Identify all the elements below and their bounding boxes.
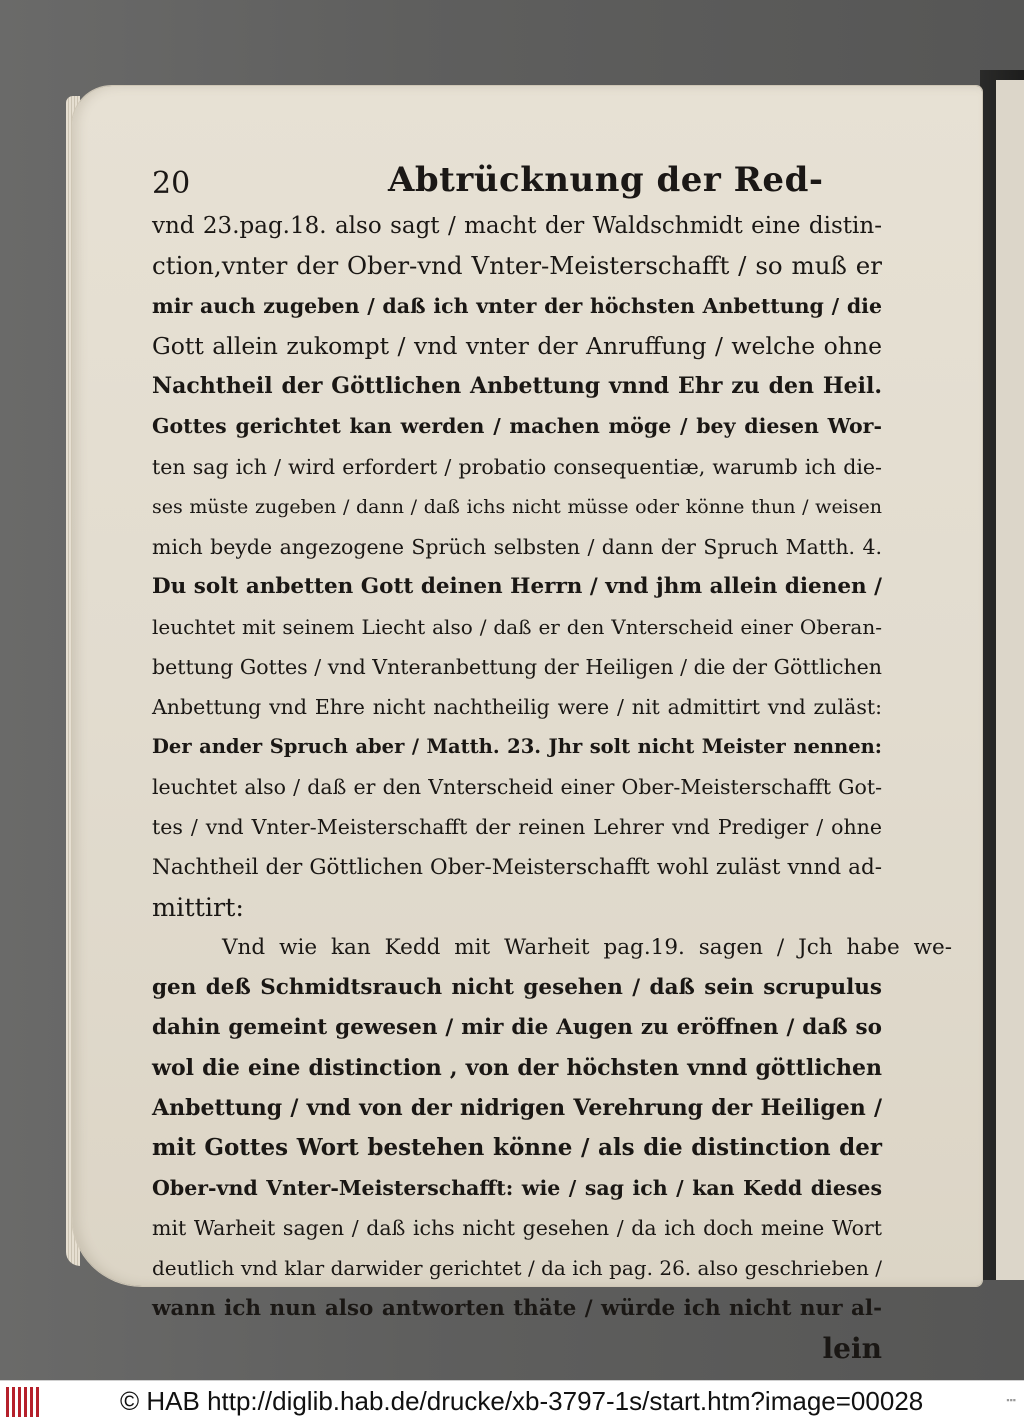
text-line: mit Gottes Wort bestehen könne / als die distinction der: [152, 1134, 882, 1162]
text-line: Anbettung / vnd von der nidrigen Verehrung der Heiligen /: [152, 1095, 882, 1122]
text-line: tes / vnd Vnter-Meisterschafft der reinen Lehrer vnd Prediger / ohne: [152, 815, 882, 840]
text-line: Ober-vnd Vnter-Meisterschafft: wie / sag ich / kan Kedd dieses: [152, 1176, 882, 1201]
text-line: Der ander Spruch aber / Matth. 23. Jhr solt nicht Meister nennen:: [152, 735, 882, 759]
text-line: mich beyde angezogene Sprüch selbsten / dann der Spruch Matth. 4.: [152, 534, 882, 559]
text-line: deutlich vnd klar darwider gerichtet / da ich pag. 26. also geschrieben /: [152, 1256, 882, 1281]
page-number: 20: [152, 166, 191, 201]
text-line: wann ich nun also antworten thäte / würde ich nicht nur al-: [152, 1295, 882, 1321]
text-line: vnd 23.pag.18. also sagt / macht der Waldschmidt eine distin-: [152, 213, 882, 239]
text-line: ses müste zugeben / dann / daß ichs nicht müsse oder könne thun / weisen: [152, 495, 882, 518]
text-line: leuchtet also / daß er den Vnterscheid einer Ober-Meisterschafft Got-: [152, 775, 882, 800]
text-line: Nachtheil der Göttlichen Ober-Meisterschafft wohl zuläst vnnd ad-: [152, 854, 882, 880]
text-line: ction,vnter der Ober-vnd Vnter-Meisterschafft / so muß er: [152, 251, 882, 281]
copyright-url[interactable]: © HAB http://diglib.hab.de/drucke/xb-3797-1s/start.htm?image=00028: [120, 1386, 924, 1416]
text-line: gen deß Schmidtsrauch nicht gesehen / daß sein scrupulus: [152, 974, 882, 1000]
catchword: lein: [822, 1331, 882, 1365]
text-line: leuchtet mit seinem Liecht also / daß er den Vnterscheid einer Oberan-: [152, 614, 882, 639]
text-line: mir auch zugeben / daß ich vnter der höchsten Anbettung / die: [152, 294, 882, 319]
footer-mark: ▪▪▪: [1006, 1395, 1016, 1405]
running-title: Abtrücknung der Red‑: [388, 160, 824, 200]
text-line: Anbettung vnd Ehre nicht nachtheilig were / nit admittirt vnd zuläst:: [152, 695, 882, 720]
text-line: Du solt anbetten Gott deinen Herrn / vnd jhm allein dienen /: [152, 573, 882, 599]
text-line: bettung Gottes / vnd Vnteranbettung der Heiligen / die der Göttlichen: [152, 655, 882, 680]
text-line: mittirt:: [152, 892, 245, 923]
text-line: ten sag ich / wird erfordert / probatio consequentiæ, warumb ich die-: [152, 454, 882, 479]
text-line: Vnd wie kan Kedd mit Warheit pag.19. sagen / Jch habe we-: [222, 934, 952, 960]
text-line: Gottes gerichtet kan werden / machen möge / bey diesen Wor-: [152, 414, 882, 439]
viewer-footer: [0, 1380, 1024, 1424]
text-line: wol die eine distinction , von der höchsten vnnd göttlichen: [152, 1054, 882, 1081]
text-line: dahin gemeint gewesen / mir die Augen zu eröffnen / daß so: [152, 1014, 882, 1040]
text-line: mit Warheit sagen / daß ichs nicht gesehen / da ich doch meine Wort: [152, 1216, 882, 1241]
facing-page-edge: [996, 80, 1024, 1280]
text-line: Nachtheil der Göttlichen Anbettung vnnd Ehr zu den Heil.: [152, 373, 882, 400]
page-body-text: [152, 206, 952, 1369]
page-header: [152, 160, 872, 204]
text-line: Gott allein zukompt / vnd vnter der Anruffung / welche ohne: [152, 332, 882, 361]
hab-logo-icon: [6, 1387, 40, 1417]
